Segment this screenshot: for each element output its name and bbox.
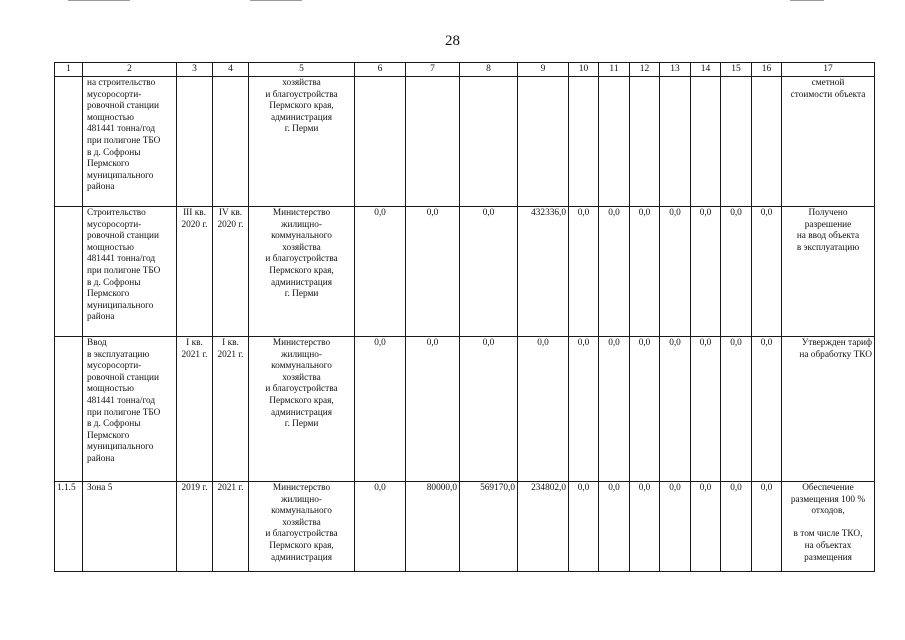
funding-value-cell: 234802,0 — [518, 482, 569, 572]
funding-value-cell — [752, 77, 782, 207]
end-period-cell — [213, 77, 249, 207]
funding-value-cell — [355, 77, 406, 207]
column-number-1: 1 — [55, 63, 83, 77]
funding-value-cell: 0,0 — [355, 482, 406, 572]
funding-value-cell — [691, 77, 721, 207]
funding-value-cell: 0,0 — [691, 482, 721, 572]
table-row — [55, 77, 875, 207]
start-period-cell: 2019 г. — [177, 482, 213, 572]
funding-value-cell: 0,0 — [355, 207, 406, 337]
expected-result-cell: сметной стоимости объекта — [782, 77, 875, 207]
column-number-17: 17 — [782, 63, 875, 77]
table-row — [55, 207, 875, 337]
scan-edge-mark — [68, 0, 130, 1]
table-body — [55, 63, 875, 572]
funding-value-cell: 0,0 — [460, 207, 518, 337]
activity-name-cell: на строительство мусоросорти- ровочной станции мощностью 481441 тонна/год при полигоне ТБО в д. Софроны Пермского муниципального района — [83, 77, 177, 207]
funding-value-cell: 0,0 — [599, 482, 630, 572]
column-number-9: 9 — [518, 63, 569, 77]
item-number-cell — [55, 337, 83, 482]
responsible-executor-cell: хозяйства и благоустройства Пермского края, администрация г. Перми — [249, 77, 355, 207]
funding-value-cell: 0,0 — [355, 337, 406, 482]
funding-value-cell: 0,0 — [630, 337, 660, 482]
funding-value-cell: 0,0 — [569, 207, 599, 337]
table-row — [55, 337, 875, 482]
funding-value-cell: 0,0 — [569, 337, 599, 482]
expected-result-cell: Получено разрешение на ввод объекта в эксплуатацию — [782, 207, 875, 337]
funding-value-cell — [406, 77, 460, 207]
funding-value-cell — [569, 77, 599, 207]
funding-value-cell: 0,0 — [660, 482, 691, 572]
funding-value-cell — [599, 77, 630, 207]
activity-name-cell: Ввод в эксплуатацию мусоросорти- ровочной станции мощностью 481441 тонна/год при полигоне ТБО в д. Софроны Пермского муниципального района — [83, 337, 177, 482]
end-period-cell: I кв. 2021 г. — [213, 337, 249, 482]
activity-name-cell: Строительство мусоросорти- ровочной станции мощностью 481441 тонна/год при полигоне ТБО в д. Софроны Пермского муниципального района — [83, 207, 177, 337]
funding-value-cell — [518, 77, 569, 207]
funding-value-cell: 0,0 — [630, 482, 660, 572]
funding-value-cell: 80000,0 — [406, 482, 460, 572]
table-row — [55, 482, 875, 572]
column-number-6: 6 — [355, 63, 406, 77]
column-number-8: 8 — [460, 63, 518, 77]
activity-name-cell: Зона 5 — [83, 482, 177, 572]
column-number-12: 12 — [630, 63, 660, 77]
funding-value-cell: 0,0 — [752, 482, 782, 572]
column-number-15: 15 — [721, 63, 752, 77]
header-row — [55, 63, 875, 77]
responsible-executor-cell: Министерство жилищно- коммунального хозяйства и благоустройства Пермского края, администрация г. Перми — [249, 337, 355, 482]
measures-table — [54, 62, 875, 572]
column-number-14: 14 — [691, 63, 721, 77]
column-number-16: 16 — [752, 63, 782, 77]
funding-value-cell: 0,0 — [460, 337, 518, 482]
scan-edge-mark — [250, 0, 302, 1]
responsible-executor-cell: Министерство жилищно- коммунального хозяйства и благоустройства Пермского края, администрация — [249, 482, 355, 572]
page-number: 28 — [445, 33, 460, 49]
funding-value-cell: 0,0 — [599, 207, 630, 337]
funding-value-cell: 0,0 — [518, 337, 569, 482]
funding-value-cell: 0,0 — [752, 207, 782, 337]
responsible-executor-cell: Министерство жилищно- коммунального хозяйства и благоустройства Пермского края, администрация г. Перми — [249, 207, 355, 337]
item-number-cell: 1.1.5 — [55, 482, 83, 572]
funding-value-cell: 0,0 — [406, 337, 460, 482]
funding-value-cell: 0,0 — [691, 207, 721, 337]
funding-value-cell: 0,0 — [630, 207, 660, 337]
funding-value-cell: 0,0 — [569, 482, 599, 572]
funding-value-cell: 0,0 — [721, 337, 752, 482]
funding-value-cell: 569170,0 — [460, 482, 518, 572]
column-number-5: 5 — [249, 63, 355, 77]
column-number-4: 4 — [213, 63, 249, 77]
item-number-cell — [55, 77, 83, 207]
expected-result-cell: Утвержден тариф на обработку ТКО — [782, 337, 875, 482]
start-period-cell — [177, 77, 213, 207]
start-period-cell: I кв. 2021 г. — [177, 337, 213, 482]
scan-edge-mark — [790, 0, 824, 1]
funding-value-cell: 0,0 — [660, 207, 691, 337]
end-period-cell: IV кв. 2020 г. — [213, 207, 249, 337]
funding-value-cell — [721, 77, 752, 207]
start-period-cell: III кв. 2020 г. — [177, 207, 213, 337]
column-number-3: 3 — [177, 63, 213, 77]
funding-value-cell — [630, 77, 660, 207]
column-number-7: 7 — [406, 63, 460, 77]
funding-value-cell — [460, 77, 518, 207]
column-number-11: 11 — [599, 63, 630, 77]
end-period-cell: 2021 г. — [213, 482, 249, 572]
expected-result-cell: Обеспечение размещения 100 % отходов, в том числе ТКО, на объектах размещения — [782, 482, 875, 572]
funding-value-cell: 0,0 — [599, 337, 630, 482]
funding-value-cell: 0,0 — [721, 207, 752, 337]
column-number-13: 13 — [660, 63, 691, 77]
funding-value-cell: 0,0 — [660, 337, 691, 482]
item-number-cell — [55, 207, 83, 337]
funding-value-cell: 0,0 — [752, 337, 782, 482]
funding-value-cell: 0,0 — [721, 482, 752, 572]
funding-value-cell: 432336,0 — [518, 207, 569, 337]
column-number-10: 10 — [569, 63, 599, 77]
funding-value-cell: 0,0 — [691, 337, 721, 482]
funding-value-cell: 0,0 — [406, 207, 460, 337]
funding-value-cell — [660, 77, 691, 207]
column-number-2: 2 — [83, 63, 177, 77]
